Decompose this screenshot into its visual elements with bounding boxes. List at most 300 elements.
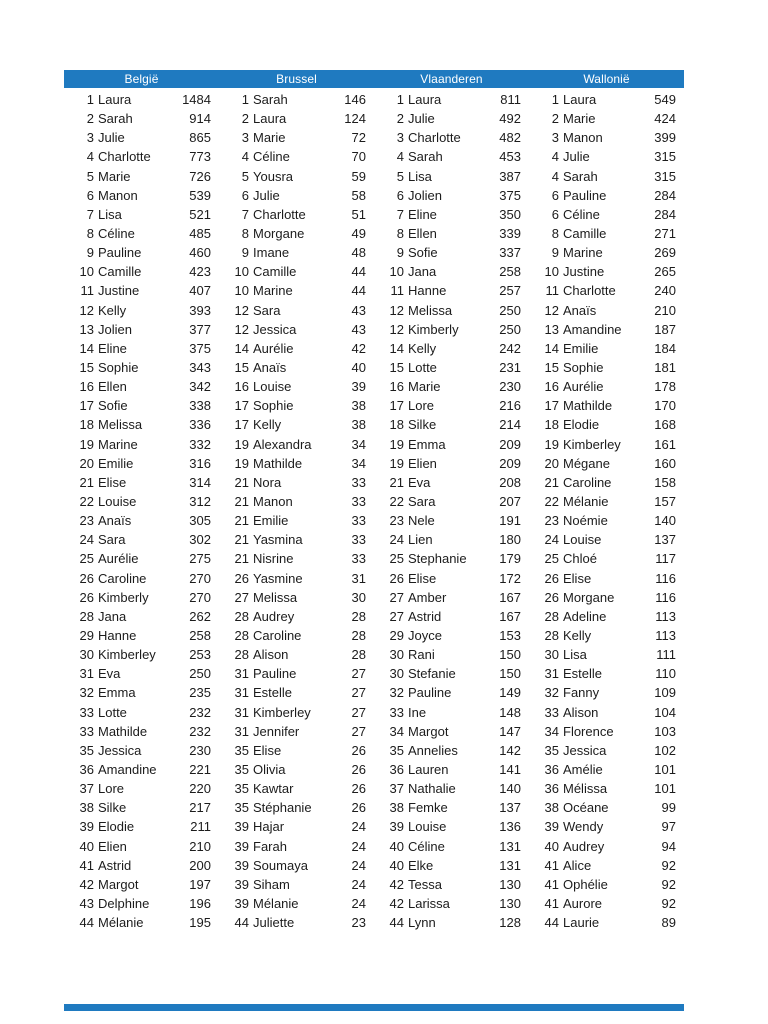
value-cell: 865: [189, 130, 211, 146]
name-cell: Kelly: [563, 628, 592, 643]
table-cell: [529, 283, 684, 298]
table-row: [64, 492, 684, 511]
table-cell: [219, 513, 374, 528]
name-cell: Melissa: [253, 589, 298, 605]
value-cell: 209: [499, 455, 521, 471]
name-cell: Lore: [408, 398, 435, 414]
value-cell: 375: [189, 340, 211, 356]
value-cell: 343: [189, 360, 211, 376]
name-cell: Amélie: [563, 761, 603, 777]
rank-cell: 9: [86, 245, 94, 261]
table-cell: [219, 283, 374, 298]
value-cell: 161: [654, 436, 676, 452]
value-cell: 94: [661, 838, 676, 854]
table-row: [64, 377, 684, 396]
name-cell: Justine: [98, 283, 140, 299]
name-cell: Manon: [253, 494, 293, 510]
table-cell: [219, 475, 374, 490]
table-cell: [374, 877, 529, 892]
value-cell: 482: [499, 130, 521, 146]
table-cell: [529, 839, 684, 854]
name-cell: Stéphanie: [253, 800, 312, 816]
value-cell: 208: [499, 474, 521, 490]
table-row: [64, 339, 684, 358]
value-cell: 131: [499, 857, 521, 873]
table-cell: [64, 685, 219, 700]
value-cell: 157: [654, 494, 676, 510]
table-cell: [374, 283, 529, 298]
value-cell: 23: [351, 915, 366, 931]
name-cell: Annelies: [408, 742, 458, 758]
rank-cell: 1: [241, 92, 249, 108]
table-cell: [219, 896, 374, 911]
value-cell: 168: [654, 417, 676, 433]
value-cell: 58: [351, 187, 366, 203]
rank-cell: 37: [389, 781, 404, 797]
rank-cell: 15: [389, 360, 404, 376]
value-cell: 375: [499, 187, 521, 203]
table-cell: [374, 437, 529, 452]
table-cell: [219, 839, 374, 854]
name-cell: Elodie: [98, 819, 135, 835]
table-cell: [529, 781, 684, 796]
rank-cell: 39: [234, 819, 249, 835]
table-cell: [219, 762, 374, 777]
rank-cell: 39: [234, 895, 249, 911]
table-cell: [374, 264, 529, 279]
table-cell: [529, 226, 684, 241]
value-cell: 28: [351, 608, 366, 624]
value-cell: 99: [661, 800, 676, 816]
name-cell: Lisa: [98, 206, 122, 222]
name-cell: Jolien: [408, 187, 442, 203]
rank-cell: 44: [234, 915, 249, 931]
rank-cell: 30: [544, 647, 559, 663]
value-cell: 250: [499, 302, 521, 318]
table-cell: [529, 303, 684, 318]
table-cell: [529, 264, 684, 279]
name-cell: Larissa: [408, 895, 450, 911]
value-cell: 235: [189, 685, 211, 701]
table-row: [64, 301, 684, 320]
name-cell: Nisrine: [253, 551, 294, 567]
rank-cell: 31: [234, 666, 249, 682]
table-cell: [374, 819, 529, 834]
table-cell: [219, 877, 374, 892]
value-cell: 191: [499, 513, 521, 529]
rank-cell: 40: [544, 838, 559, 854]
table-row: [64, 779, 684, 798]
rank-cell: 42: [79, 876, 94, 892]
rank-cell: 1: [86, 92, 94, 108]
name-cell: Nele: [408, 513, 435, 529]
rank-cell: 36: [544, 761, 559, 777]
name-cell: Lauren: [408, 761, 449, 777]
table-cell: [374, 475, 529, 490]
table-row: [64, 607, 684, 626]
name-cell: Kelly: [253, 417, 282, 433]
rank-cell: 38: [79, 800, 94, 816]
rank-cell: 8: [241, 226, 249, 242]
table-cell: [219, 647, 374, 662]
rank-cell: 4: [241, 149, 249, 165]
table-cell: [64, 513, 219, 528]
table-cell: [529, 513, 684, 528]
table-cell: [219, 571, 374, 586]
value-cell: 109: [654, 685, 676, 701]
value-cell: 250: [189, 666, 211, 682]
table-cell: [529, 475, 684, 490]
rank-cell: 10: [544, 264, 559, 280]
rank-cell: 34: [389, 723, 404, 739]
value-cell: 24: [351, 895, 366, 911]
value-cell: 136: [499, 819, 521, 835]
table-row: [64, 454, 684, 473]
table-cell: [64, 743, 219, 758]
name-cell: Elodie: [563, 417, 600, 433]
rank-cell: 39: [544, 819, 559, 835]
name-cell: Emilie: [98, 455, 134, 471]
value-cell: 34: [351, 436, 366, 452]
table-cell: [529, 666, 684, 681]
value-cell: 242: [499, 340, 521, 356]
name-cell: Sarah: [408, 149, 443, 165]
name-cell: Kimberley: [98, 647, 156, 663]
rank-cell: 32: [389, 685, 404, 701]
table-cell: [219, 111, 374, 126]
value-cell: 40: [351, 360, 366, 376]
table-cell: [64, 590, 219, 605]
rank-cell: 14: [79, 340, 94, 356]
rank-cell: 10: [234, 283, 249, 299]
name-cell: Charlotte: [253, 206, 306, 222]
value-cell: 34: [351, 455, 366, 471]
name-cell: Julie: [563, 149, 590, 165]
name-cell: Laura: [563, 92, 597, 108]
name-cell: Margot: [98, 876, 139, 892]
name-cell: Nora: [253, 474, 282, 490]
table-cell: [64, 475, 219, 490]
table-cell: [219, 417, 374, 432]
table-cell: [529, 705, 684, 720]
table-cell: [529, 417, 684, 432]
name-cell: Florence: [563, 723, 614, 739]
name-cell: Stefanie: [408, 666, 456, 682]
rank-cell: 26: [544, 570, 559, 586]
table-cell: [374, 781, 529, 796]
name-cell: Julie: [253, 187, 280, 203]
rank-cell: 17: [234, 398, 249, 414]
rank-cell: 19: [389, 455, 404, 471]
rank-cell: 22: [544, 494, 559, 510]
name-cell: Julie: [408, 111, 435, 127]
name-cell: Estelle: [563, 666, 603, 682]
name-cell: Nathalie: [408, 781, 456, 797]
table-row: [64, 435, 684, 454]
rank-cell: 13: [544, 321, 559, 337]
name-cell: Sarah: [253, 92, 288, 108]
table-cell: [374, 532, 529, 547]
table-cell: [219, 245, 374, 260]
name-cell: Elien: [98, 838, 127, 854]
name-cell: Rani: [408, 647, 435, 663]
table-cell: [219, 685, 374, 700]
table-row: [64, 626, 684, 645]
name-cell: Lisa: [408, 168, 432, 184]
value-cell: 302: [189, 532, 211, 548]
table-cell: [64, 437, 219, 452]
value-cell: 217: [189, 800, 211, 816]
rank-cell: 40: [389, 857, 404, 873]
value-cell: 271: [654, 226, 676, 242]
rank-cell: 5: [396, 168, 404, 184]
value-cell: 284: [654, 206, 676, 222]
value-cell: 128: [499, 915, 521, 931]
value-cell: 339: [499, 226, 521, 242]
table-cell: [374, 839, 529, 854]
rank-cell: 36: [544, 781, 559, 797]
name-cell: Ine: [408, 704, 427, 720]
table-row: [64, 147, 684, 166]
table-cell: [64, 551, 219, 566]
name-cell: Melissa: [408, 302, 453, 318]
name-cell: Morgane: [563, 589, 615, 605]
table-cell: [64, 532, 219, 547]
rank-cell: 17: [79, 398, 94, 414]
rank-cell: 25: [544, 551, 559, 567]
rank-cell: 10: [79, 264, 94, 280]
name-cell: Femke: [408, 800, 448, 816]
value-cell: 549: [654, 92, 676, 108]
name-cell: Eva: [408, 474, 431, 490]
table-cell: [529, 590, 684, 605]
value-cell: 116: [655, 570, 676, 586]
rank-cell: 38: [544, 800, 559, 816]
rank-cell: 21: [79, 474, 94, 490]
value-cell: 140: [654, 513, 676, 529]
table-row: [64, 856, 684, 875]
table-cell: [529, 915, 684, 930]
name-cell: Ellen: [98, 379, 127, 395]
name-cell: Jana: [408, 264, 437, 280]
name-cell: Amandine: [98, 761, 157, 777]
rank-cell: 2: [86, 111, 94, 127]
value-cell: 210: [189, 838, 211, 854]
rank-cell: 33: [544, 704, 559, 720]
name-cell: Sophie: [98, 360, 139, 376]
name-cell: Louise: [98, 494, 137, 510]
value-cell: 170: [654, 398, 676, 414]
rank-cell: 3: [241, 130, 249, 146]
name-cell: Audrey: [253, 608, 295, 624]
rank-cell: 17: [389, 398, 404, 414]
name-cell: Aurélie: [563, 379, 604, 395]
value-cell: 342: [189, 379, 211, 395]
value-cell: 103: [654, 723, 676, 739]
value-cell: 350: [499, 206, 521, 222]
table-cell: [64, 207, 219, 222]
rank-cell: 28: [79, 608, 94, 624]
table-row: [64, 722, 684, 741]
value-cell: 305: [189, 513, 211, 529]
name-cell: Emilie: [253, 513, 289, 529]
rank-cell: 15: [544, 360, 559, 376]
table-cell: [219, 915, 374, 930]
table-cell: [374, 666, 529, 681]
rank-cell: 18: [389, 417, 404, 433]
value-cell: 167: [499, 608, 521, 624]
table-cell: [374, 609, 529, 624]
table-row: [64, 415, 684, 434]
table-row: [64, 664, 684, 683]
value-cell: 110: [655, 666, 676, 682]
name-cell: Olivia: [253, 761, 286, 777]
table-cell: [529, 609, 684, 624]
value-cell: 232: [189, 704, 211, 720]
name-cell: Sara: [253, 302, 281, 318]
rank-cell: 35: [234, 761, 249, 777]
value-cell: 216: [499, 398, 521, 414]
name-cell: Farah: [253, 838, 287, 854]
rank-cell: 39: [79, 819, 94, 835]
table-cell: [529, 398, 684, 413]
table-cell: [219, 341, 374, 356]
table-row: [64, 281, 684, 300]
table-cell: [64, 283, 219, 298]
value-cell: 180: [499, 532, 521, 548]
rank-cell: 30: [79, 647, 94, 663]
rank-cell: 44: [544, 915, 559, 931]
table-cell: [64, 762, 219, 777]
table-cell: [374, 705, 529, 720]
name-cell: Anaïs: [98, 513, 132, 529]
table-row: [64, 224, 684, 243]
rank-cell: 28: [234, 608, 249, 624]
rank-cell: 4: [551, 149, 559, 165]
value-cell: 24: [351, 857, 366, 873]
table-cell: [64, 169, 219, 184]
table-cell: [219, 379, 374, 394]
value-cell: 27: [351, 685, 366, 701]
rank-cell: 19: [234, 455, 249, 471]
rank-cell: 10: [389, 264, 404, 280]
table-cell: [219, 551, 374, 566]
name-cell: Charlotte: [408, 130, 461, 146]
column-header-wallonie: Wallonië: [583, 72, 630, 86]
name-cell: Jennifer: [253, 723, 300, 739]
table-cell: [64, 915, 219, 930]
name-cell: Mélanie: [563, 494, 609, 510]
table-cell: [529, 647, 684, 662]
value-cell: 167: [499, 589, 521, 605]
rank-cell: 40: [79, 838, 94, 854]
value-cell: 726: [189, 168, 211, 184]
table-cell: [374, 226, 529, 241]
rank-cell: 35: [389, 742, 404, 758]
rank-cell: 24: [389, 532, 404, 548]
value-cell: 332: [189, 436, 211, 452]
rank-cell: 12: [234, 302, 249, 318]
name-cell: Ophélie: [563, 876, 608, 892]
rank-cell: 28: [234, 628, 249, 643]
value-cell: 158: [654, 474, 676, 490]
value-cell: 521: [189, 206, 211, 222]
name-cell: Yasmine: [253, 570, 303, 586]
table-cell: [64, 130, 219, 145]
name-cell: Sophie: [253, 398, 294, 414]
table-row: [64, 588, 684, 607]
name-cell: Audrey: [563, 838, 605, 854]
name-cell: Mélissa: [563, 781, 608, 797]
table-cell: [529, 149, 684, 164]
name-cell: Emma: [408, 436, 446, 452]
table-row: [64, 569, 684, 588]
rank-cell: 7: [396, 206, 404, 222]
rank-cell: 11: [80, 283, 94, 299]
value-cell: 137: [654, 532, 676, 548]
table-cell: [529, 360, 684, 375]
rank-cell: 4: [551, 168, 559, 184]
rank-cell: 41: [544, 857, 559, 873]
value-cell: 811: [500, 92, 521, 108]
name-cell: Lynn: [408, 915, 436, 931]
table-cell: [529, 571, 684, 586]
value-cell: 59: [351, 168, 366, 184]
value-cell: 337: [499, 245, 521, 261]
name-cell: Laurie: [563, 915, 600, 931]
value-cell: 111: [656, 647, 676, 663]
table-cell: [64, 188, 219, 203]
value-cell: 196: [189, 895, 211, 911]
rank-cell: 40: [389, 838, 404, 854]
rank-cell: 12: [79, 302, 94, 318]
rank-cell: 22: [389, 494, 404, 510]
name-cell: Fanny: [563, 685, 600, 701]
table-cell: [374, 590, 529, 605]
value-cell: 211: [190, 819, 211, 835]
table-cell: [374, 858, 529, 873]
table-cell: [64, 705, 219, 720]
rank-cell: 21: [234, 551, 249, 567]
name-cell: Noémie: [563, 513, 608, 529]
table-row: [64, 205, 684, 224]
name-cell: Elise: [563, 570, 592, 586]
table-cell: [219, 800, 374, 815]
value-cell: 207: [499, 494, 521, 510]
rank-cell: 39: [389, 819, 404, 835]
value-cell: 539: [189, 187, 211, 203]
name-cell: Céline: [253, 149, 290, 165]
table-row: [64, 741, 684, 760]
table-cell: [219, 456, 374, 471]
value-cell: 269: [654, 245, 676, 261]
table-cell: [64, 609, 219, 624]
value-cell: 92: [661, 876, 676, 892]
rank-cell: 24: [544, 532, 559, 548]
table-cell: [374, 762, 529, 777]
value-cell: 72: [351, 130, 366, 146]
value-cell: 89: [661, 915, 676, 931]
table-cell: [219, 264, 374, 279]
rank-cell: 26: [544, 589, 559, 605]
rank-cell: 16: [234, 379, 249, 395]
table-cell: [374, 130, 529, 145]
name-cell: Lisa: [563, 647, 587, 663]
name-cell: Lotte: [408, 360, 437, 376]
value-cell: 314: [189, 474, 211, 490]
rank-cell: 19: [79, 436, 94, 452]
table-cell: [374, 494, 529, 509]
